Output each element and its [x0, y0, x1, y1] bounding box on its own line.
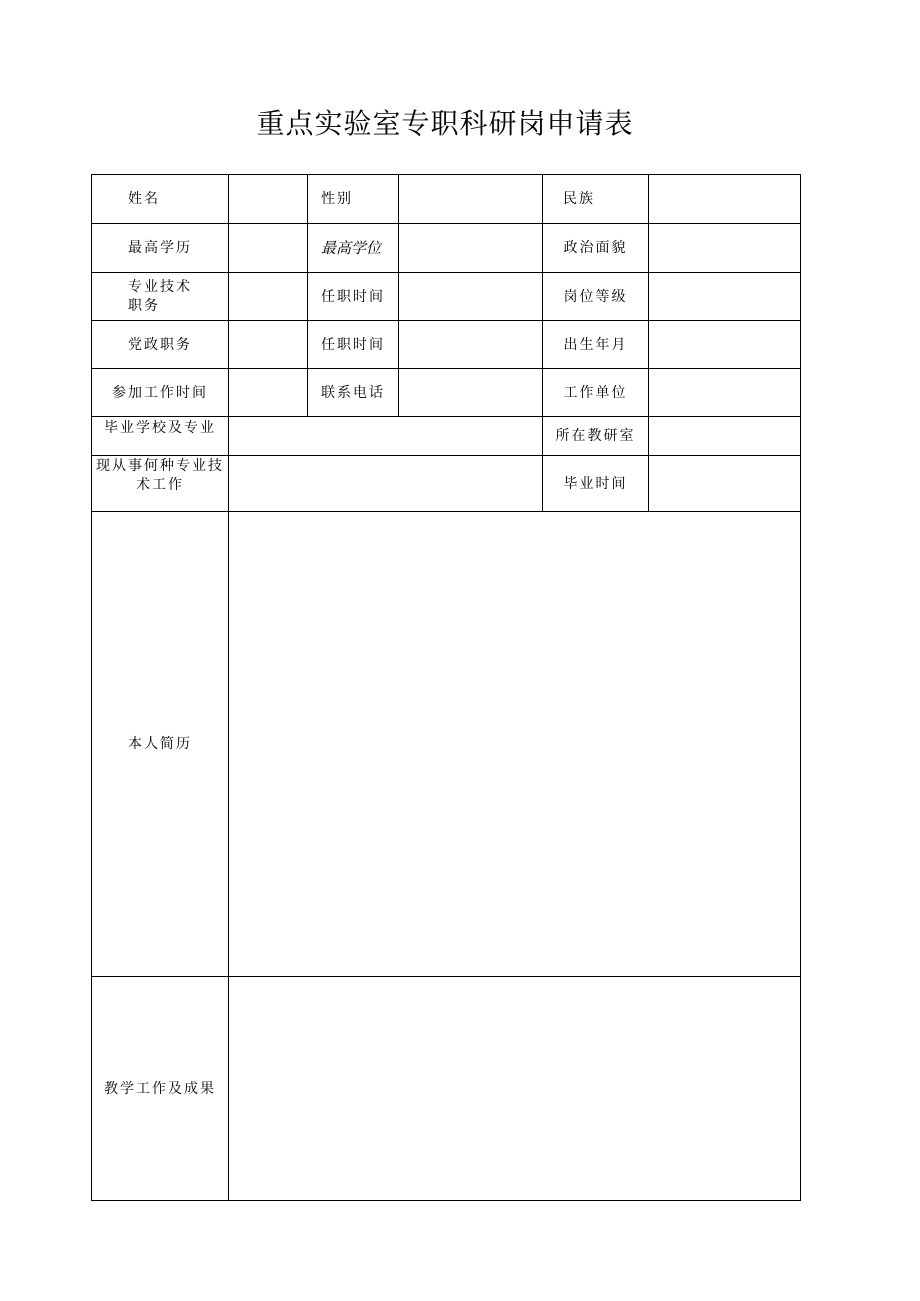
- label-highest-education: 最高学历: [92, 224, 229, 273]
- field-current-technical-work[interactable]: [229, 456, 543, 512]
- field-gender[interactable]: [399, 175, 543, 224]
- label-ethnicity: 民族: [543, 175, 649, 224]
- label-professional-title-line1: 专业技术: [128, 278, 192, 295]
- field-party-post[interactable]: [229, 321, 308, 369]
- label-post-appointment-time: 任职时间: [308, 321, 399, 369]
- field-name[interactable]: [229, 175, 308, 224]
- field-teaching-achievements[interactable]: [229, 977, 801, 1201]
- form-row-work-start: [92, 369, 801, 417]
- label-resume: 本人简历: [92, 512, 229, 977]
- field-birth-date[interactable]: [649, 321, 801, 369]
- label-work-unit: 工作单位: [543, 369, 649, 417]
- label-current-technical-work-line1: 现从事何种专业技: [96, 458, 224, 474]
- field-work-unit[interactable]: [649, 369, 801, 417]
- field-appointment-time[interactable]: [399, 273, 543, 321]
- label-current-technical-work: [92, 456, 229, 512]
- page-title: 重点实验室专职科研岗申请表: [256, 107, 634, 140]
- form-row-name: [92, 175, 801, 224]
- label-professional-title: [92, 273, 229, 321]
- label-political-status: 政治面貌: [543, 224, 649, 273]
- label-gender: 性别: [308, 175, 399, 224]
- label-teaching-section: 所在教研室: [543, 417, 649, 456]
- label-name: 姓名: [92, 175, 229, 224]
- label-party-post: 党政职务: [92, 321, 229, 369]
- label-phone: 联系电话: [308, 369, 399, 417]
- form-row-current-work: [92, 456, 801, 512]
- field-highest-degree[interactable]: [399, 224, 543, 273]
- field-post-appointment-time[interactable]: [399, 321, 543, 369]
- field-ethnicity[interactable]: [649, 175, 801, 224]
- field-teaching-section[interactable]: [649, 417, 801, 456]
- form-row-resume: [92, 512, 801, 977]
- form-row-party-post: [92, 321, 801, 369]
- form-row-teaching-achievements: [92, 977, 801, 1201]
- form-row-education: [92, 224, 801, 273]
- field-highest-education[interactable]: [229, 224, 308, 273]
- field-graduate-school-major[interactable]: [229, 417, 543, 456]
- label-teaching-achievements: 教学工作及成果: [92, 977, 229, 1201]
- field-political-status[interactable]: [649, 224, 801, 273]
- label-graduate-school-major: 毕业学校及专业: [92, 417, 229, 456]
- form-row-graduate-school: [92, 417, 801, 456]
- label-post-grade: 岗位等级: [543, 273, 649, 321]
- application-form-table: [91, 174, 801, 1201]
- label-appointment-time: 任职时间: [308, 273, 399, 321]
- field-resume[interactable]: [229, 512, 801, 977]
- field-graduation-time[interactable]: [649, 456, 801, 512]
- form-row-title: [92, 273, 801, 321]
- label-birth-date: 出生年月: [543, 321, 649, 369]
- label-work-start-time: 参加工作时间: [92, 369, 229, 417]
- field-phone[interactable]: [399, 369, 543, 417]
- label-highest-degree: 最高学位: [308, 224, 399, 273]
- label-professional-title-line2: 职务: [128, 297, 160, 314]
- label-graduation-time: 毕业时间: [543, 456, 649, 512]
- field-post-grade[interactable]: [649, 273, 801, 321]
- label-current-technical-work-line2: 术工作: [136, 477, 184, 493]
- field-work-start-time[interactable]: [229, 369, 308, 417]
- field-professional-title[interactable]: [229, 273, 308, 321]
